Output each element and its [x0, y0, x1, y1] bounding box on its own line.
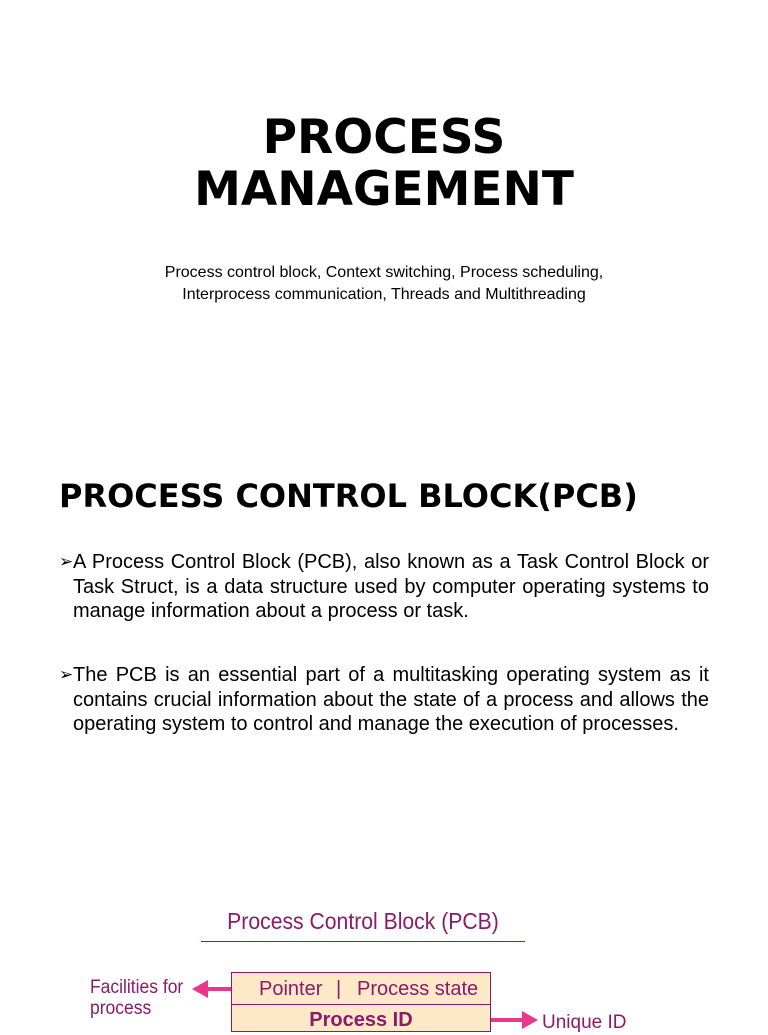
pcb-cell-pointer: Pointer — [259, 978, 323, 1000]
subtitle-line-1: Process control block, Context switching, Process scheduling, — [164, 264, 604, 281]
pcb-cell-process-state: Process state — [357, 978, 479, 1000]
facilities-label-line-1: Facilities for — [90, 977, 184, 998]
facilities-label-line-2: process — [90, 998, 152, 1019]
title-line-2: MANAGEMENT — [194, 162, 574, 217]
bullet-text: The PCB is an essential part of a multitasking operating system as it contains crucial information about the state of a process and allows the operating system to control and manage the execution of processes. — [73, 664, 709, 735]
bullet-item — [59, 663, 709, 737]
section-heading: PROCESS CONTROL BLOCK(PCB) — [59, 477, 638, 515]
slide-subtitle — [0, 262, 768, 306]
pcb-cell-process-id: Process ID — [309, 1009, 413, 1031]
pcb-diagram — [0, 890, 768, 1033]
bullet-item — [59, 550, 709, 624]
figure-title: Process Control Block (PCB) — [227, 908, 499, 934]
slide-title — [0, 112, 768, 216]
unique-id-label: Unique ID — [542, 1012, 627, 1033]
pcb-row — [232, 973, 490, 1005]
bullet-text: A Process Control Block (PCB), also known as a Task Control Block or Task Struct, is a data structure used by computer operating systems to manage information about a process or task. — [73, 551, 709, 622]
pcb-table — [231, 972, 491, 1032]
arrow-bullet-icon: ➢ — [59, 665, 74, 685]
title-line-1: PROCESS — [262, 110, 506, 165]
facilities-label — [90, 977, 183, 1019]
subtitle-line-2: Interprocess communication, Threads and Multithreading — [182, 286, 586, 303]
arrow-bullet-icon: ➢ — [59, 552, 74, 572]
pcb-cell-separator: | — [336, 978, 342, 1000]
